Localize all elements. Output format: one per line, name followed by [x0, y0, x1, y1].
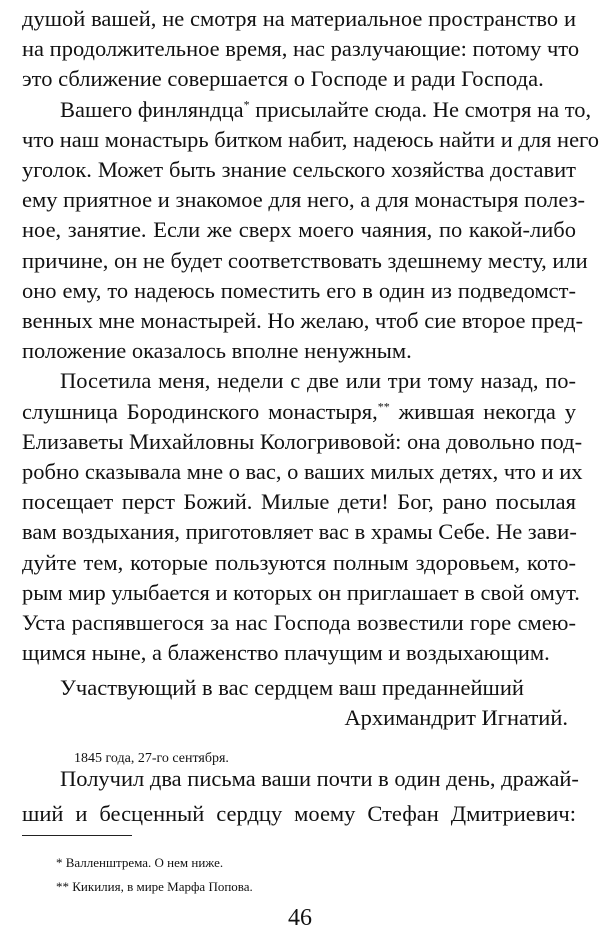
text-line: Получил два письма ваши почти в один день, дражай-: [60, 766, 579, 791]
text-fragment: присылайте сюда. Не смотря на то,: [249, 96, 592, 122]
footnote-divider: [22, 835, 132, 836]
text-line: что наш монастырь битком набит, надеюсь найти и для него: [22, 126, 599, 152]
text-line: душой вашей, не смотря на материальное пространство и: [22, 6, 576, 31]
text-line: Посетила меня, недели с две или три тому назад, по-: [60, 368, 576, 394]
text-line: Уста распявшегося за нас Господа возвестили горе смею-: [22, 610, 576, 635]
text-line: робно сказывала мне о вас, о ваших милых детях, что и их: [22, 459, 583, 484]
text-fragment: жившая некогда у: [389, 398, 576, 424]
text-line: ное, занятие. Если же сверх моего чаяния, по какой-либо: [22, 217, 576, 243]
page-number: 46: [288, 905, 312, 931]
closing-line: Участвующий в вас сердцем ваш преданнейший: [60, 675, 524, 700]
text-line: [60, 95, 592, 125]
text-line: ему приятное и знакомое для него, а для монастыря полез-: [22, 187, 586, 213]
text-line: вам воздыхания, приготовляет вас в храмы Себе. Не зави-: [22, 519, 577, 545]
footnote-marker: **: [377, 399, 390, 414]
footnote: ** Кикилия, в мире Марфа Попова.: [56, 879, 253, 894]
text-line: положение оказалось вполне ненужным.: [22, 338, 412, 364]
paragraph-start: Вашего финляндца: [60, 96, 244, 122]
text-line: дуйте тем, которые пользуются полным здоровьем, кото-: [22, 549, 576, 575]
text-line: посещает перст Божий. Милые дети! Бог, рано посылая: [22, 489, 576, 515]
text-line: [22, 397, 576, 427]
text-line: уголок. Может быть знание сельского хозяйства доставит: [22, 157, 576, 182]
text-line: щимся ныне, а блаженство плачущим и воздыхающим.: [22, 640, 550, 666]
signature: Архимандрит Игнатий.: [344, 705, 568, 730]
text-fragment: слушница Бородинского монастыря,: [22, 398, 378, 424]
text-line: причине, он не будет соответствовать здешнему месту, или: [22, 247, 588, 273]
text-line: Елизаветы Михайловны Кологривовой: она довольно под-: [22, 428, 583, 454]
text-line: это сближение совершается о Господе и ради Господа.: [22, 66, 544, 92]
text-line: ший и бесценный сердцу моему Стефан Дмитриевич:: [22, 801, 576, 826]
text-line: рым мир улыбается и которых он приглашает в свой омут.: [22, 579, 580, 605]
text-line: венных мне монастырей. Но желаю, чтоб сие второе пред-: [22, 308, 584, 333]
letter-date: 1845 года, 27-го сентября.: [74, 751, 229, 766]
footnote: * Валленштрема. О нем ниже.: [56, 855, 224, 870]
footnote-marker: *: [243, 97, 250, 112]
text-line: оно ему, то надеюсь поместить его в один из подведомст-: [22, 277, 576, 303]
text-line: на продолжительное время, нас разлучающие: потому что: [22, 36, 580, 62]
